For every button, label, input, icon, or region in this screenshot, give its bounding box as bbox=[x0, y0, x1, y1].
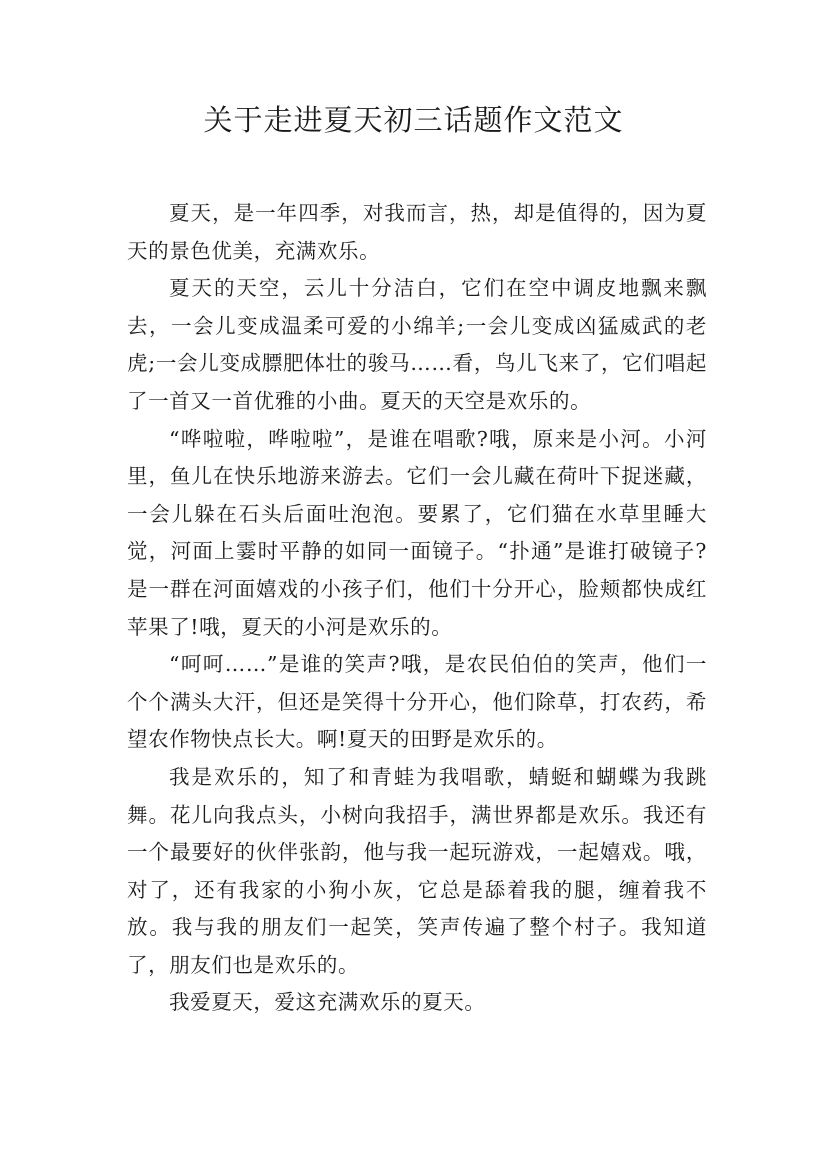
paragraph: 夏天，是一年四季，对我而言，热，却是值得的，因为夏天的景色优美，充满欢乐。 bbox=[127, 201, 707, 263]
document-body bbox=[127, 195, 707, 1022]
document-title: 关于走进夏天初三话题作文范文 bbox=[203, 103, 624, 137]
paragraph: 夏天的天空，云儿十分洁白，它们在空中调皮地飘来飘去，一会儿变成温柔可爱的小绵羊;一会儿变成凶猛威武的老虎;一会儿变成膘肥体壮的骏马……看，鸟儿飞来了，它们唱起了一首又一首优雅的小曲。夏天的天空是欢乐的。 bbox=[127, 276, 707, 413]
paragraph: “呵呵……”是谁的笑声?哦，是农民伯伯的笑声，他们一个个满头大汗，但还是笑得十分开心，他们除草，打农药，希望农作物快点长大。啊!夏天的田野是欢乐的。 bbox=[127, 652, 707, 752]
paragraph: 我是欢乐的，知了和青蛙为我唱歌，蜻蜓和蝴蝶为我跳舞。花儿向我点头，小树向我招手，满世界都是欢乐。我还有一个最要好的伙伴张韵，他与我一起玩游戏，一起嬉戏。哦，对了，还有我家的小狗小灰，它总是舔着我的腿，缠着我不放。我与我的朋友们一起笑，笑声传遍了整个村子。我知道了，朋友们也是欢乐的。 bbox=[127, 764, 707, 977]
paragraph: “哗啦啦，哗啦啦”，是谁在唱歌?哦，原来是小河。小河里，鱼儿在快乐地游来游去。它们一会儿藏在荷叶下捉迷藏，一会儿躲在石头后面吐泡泡。要累了，它们猫在水草里睡大觉，河面上霎时平静的如同一面镜子。“扑通”是谁打破镜子?是一群在河面嬉戏的小孩子们，他们十分开心，脸颊都快成红苹果了!哦，夏天的小河是欢乐的。 bbox=[127, 426, 707, 639]
paragraph: 我爱夏天，爱这充满欢乐的夏天。 bbox=[169, 990, 486, 1015]
